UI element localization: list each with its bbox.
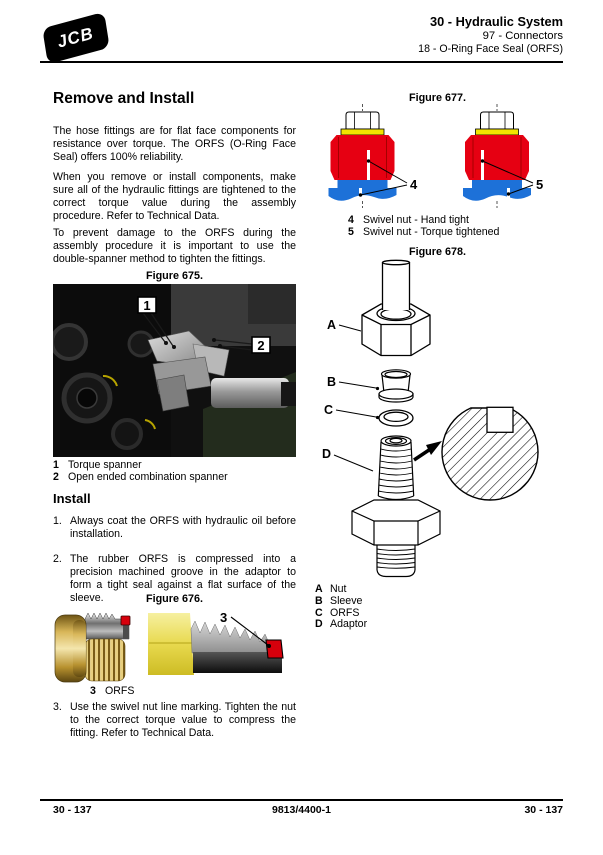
- orfs-seal-section: [266, 640, 283, 658]
- step-number: 3.: [53, 701, 62, 713]
- step-number: 2.: [53, 553, 62, 565]
- hose-end-hex: [346, 112, 379, 129]
- callout-2: 2: [257, 338, 265, 353]
- callout-1: 1: [143, 298, 151, 313]
- install-step-3: [53, 701, 296, 740]
- legend-key: 3: [90, 685, 96, 697]
- legend-row: [53, 459, 296, 471]
- step-text: The rubber ORFS is compressed into a precision machined groove in the adaptor to form a tight seal against a flat surface of the sleeve.: [70, 553, 296, 604]
- legend-key: 4: [348, 214, 354, 226]
- line-marking-nut: [481, 150, 484, 180]
- legend-label: Adaptor: [330, 618, 368, 631]
- orfs-seal-render: [121, 616, 130, 625]
- footer-publication-number: 9813/4400-1: [272, 804, 331, 816]
- blue-fitting-neck: [472, 180, 522, 188]
- figure-677-caption: Figure 677.: [408, 92, 466, 104]
- legend-label: ORFS: [330, 606, 360, 619]
- section-arrow: [426, 441, 442, 455]
- legend-row: [53, 471, 296, 483]
- step-number: 1.: [53, 515, 62, 527]
- footer-page-right: 30 - 137: [524, 804, 563, 816]
- figure-675-photo: [53, 284, 296, 457]
- figure-677-legend: [348, 214, 560, 239]
- legend-key: C: [315, 606, 323, 619]
- hose-end-hex: [481, 112, 514, 129]
- jcb-logo: [42, 12, 109, 64]
- paragraph-1: The hose fittings are for flat face components for resistance over torque. The ORFS (O-Ring Face Seal) offers 100% reliability.: [53, 125, 296, 163]
- page-title: Remove and Install: [53, 90, 195, 107]
- figure-676-legend: [90, 685, 134, 697]
- label-c: C: [324, 403, 334, 417]
- section-yellow-block: [148, 613, 194, 675]
- legend-label: Torque spanner: [68, 459, 142, 471]
- yellow-collar: [341, 129, 384, 135]
- tube: [383, 262, 410, 310]
- orfs-part: [379, 410, 413, 426]
- line-marking-nut: [367, 150, 370, 180]
- nut-part: [362, 260, 430, 355]
- header-section: 97 - Connectors: [482, 29, 563, 42]
- sleeve-part: [379, 370, 413, 402]
- figure-675-legend: [53, 459, 296, 484]
- legend-row: [315, 596, 560, 608]
- figure-678-legend: [315, 584, 560, 631]
- label-b: B: [327, 375, 337, 389]
- thread-render: [85, 639, 125, 681]
- figure-677-drawing: [315, 104, 560, 208]
- swivel-nut-torque-tightened: [463, 104, 543, 208]
- paragraph-2: When you remove or install components, make sure all of the hydraulic fittings are tightened to the correct torque value during the assembly procedure. Refer to Technical Data.: [53, 171, 296, 222]
- adaptor-part: [352, 436, 440, 577]
- legend-row: [90, 685, 134, 697]
- legend-key: B: [315, 594, 323, 607]
- legend-key: A: [315, 583, 323, 595]
- legend-label: Swivel nut - Hand tight: [363, 214, 469, 226]
- legend-key: 1: [53, 459, 59, 471]
- figure-678-drawing: [315, 258, 560, 580]
- label-a: A: [327, 318, 337, 332]
- red-swivel-nut: [465, 135, 529, 180]
- header-chapter: 30 - Hydraulic System: [429, 14, 563, 29]
- paragraph-3: To prevent damage to the ORFS during the assembly procedure it is important to use the double-spanner method to tighten the fittings.: [53, 227, 296, 265]
- step-text: Use the swivel nut line marking. Tighten the nut to the correct torque value to compress the fitting. Refer to Technical Data.: [70, 701, 296, 739]
- figure-676-nut-drawing: [53, 607, 133, 685]
- jcb-logo-text: JCB: [55, 23, 97, 52]
- legend-label: Sleeve: [330, 594, 363, 607]
- step-text: Always coat the ORFS with hydraulic oil before installation.: [70, 515, 296, 540]
- callout-4: 4: [410, 177, 418, 192]
- legend-label: Swivel nut - Torque tightened: [363, 226, 500, 239]
- legend-label: Open ended combination spanner: [68, 471, 228, 484]
- red-swivel-nut: [331, 135, 395, 180]
- legend-label: ORFS: [105, 685, 135, 697]
- header-titles: [418, 15, 563, 55]
- legend-key: D: [315, 618, 323, 631]
- legend-key: 5: [348, 226, 354, 239]
- swivel-nut-hand-tight: [329, 104, 419, 208]
- callout-3: 3: [220, 610, 228, 625]
- header-subsection: 18 - O-Ring Face Seal (ORFS): [418, 42, 563, 55]
- section-detail: [414, 407, 538, 500]
- legend-row: [348, 214, 560, 226]
- figure-678-caption: Figure 678.: [408, 246, 466, 258]
- legend-row: [348, 226, 560, 238]
- legend-row: [315, 619, 560, 631]
- callout-5: 5: [536, 177, 544, 192]
- header-rule: [40, 61, 563, 63]
- install-heading: Install: [53, 491, 91, 506]
- yellow-collar: [476, 129, 519, 135]
- footer-page-left: 30 - 137: [53, 804, 92, 816]
- hose-ferrule: [211, 378, 289, 408]
- blue-fitting-neck: [338, 180, 388, 188]
- figure-676-caption: Figure 676.: [145, 593, 203, 605]
- legend-key: 2: [53, 471, 59, 484]
- legend-label: Nut: [330, 583, 347, 595]
- label-d: D: [322, 447, 332, 461]
- install-step-1: [53, 515, 296, 541]
- footer-rule: [40, 799, 563, 801]
- figure-675-caption: Figure 675.: [145, 270, 203, 282]
- figure-676-section-drawing: [148, 607, 294, 679]
